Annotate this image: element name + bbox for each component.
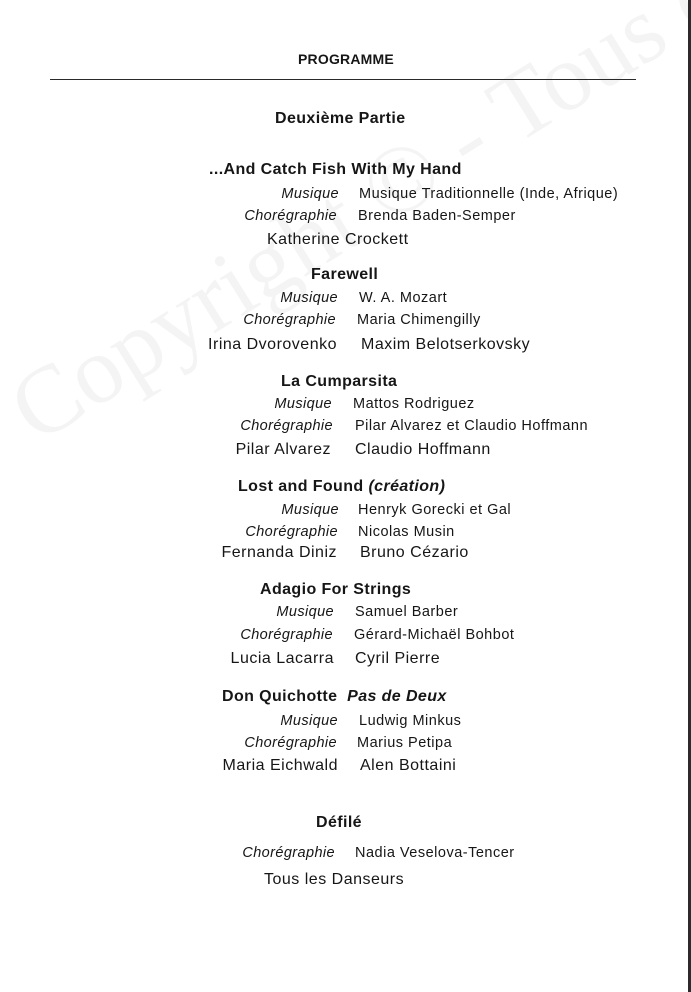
musique-value: Ludwig Minkus: [359, 713, 462, 729]
dancer: Maria Eichwald: [222, 757, 338, 774]
musique-value: Musique Traditionnelle (Inde, Afrique): [359, 186, 619, 202]
musique-label: Musique: [281, 186, 339, 202]
choreographie-value: Nicolas Musin: [358, 524, 455, 540]
choreographie-label: Chorégraphie: [240, 627, 333, 643]
dancer: Alen Bottaini: [360, 757, 457, 774]
musique-value: Samuel Barber: [355, 604, 459, 620]
header-rule: [50, 79, 636, 80]
finale-dancers: Tous les Danseurs: [264, 871, 405, 888]
dancer: Cyril Pierre: [355, 650, 441, 667]
choreographie-label: Chorégraphie: [243, 312, 336, 328]
dancer: Maxim Belotserkovsky: [361, 336, 531, 353]
piece-title: [222, 688, 447, 706]
piece-title-suffix: Pas de Deux: [347, 688, 447, 705]
piece-title: Farewell: [311, 266, 379, 283]
finale-title: Défilé: [316, 814, 362, 831]
dancer: Pilar Alvarez: [235, 441, 331, 458]
piece-title-main: Lost and Found: [238, 478, 364, 495]
musique-label: Musique: [276, 604, 334, 620]
musique-label: Musique: [274, 396, 332, 412]
part-title: Deuxième Partie: [275, 110, 406, 127]
choreographie-value: Maria Chimengilly: [357, 312, 481, 328]
musique-label: Musique: [280, 290, 338, 306]
dancer: Claudio Hoffmann: [355, 441, 491, 458]
dancer: Katherine Crockett: [267, 231, 409, 248]
piece-title-main: Don Quichotte: [222, 688, 338, 705]
piece-title: Adagio For Strings: [260, 581, 412, 598]
choreographie-label: Chorégraphie: [244, 735, 337, 751]
choreographie-value: Marius Petipa: [357, 735, 453, 751]
piece-title: ...And Catch Fish With My Hand: [209, 161, 462, 178]
dancer: Irina Dvorovenko: [208, 336, 337, 353]
dancer: Fernanda Diniz: [221, 544, 337, 561]
musique-label: Musique: [281, 502, 339, 518]
choreographie-value: Gérard-Michaël Bohbot: [354, 627, 515, 643]
choreographie-value: Brenda Baden-Semper: [358, 208, 516, 224]
musique-label: Musique: [280, 713, 338, 729]
piece-title: La Cumparsita: [281, 373, 398, 390]
choreographie-value: Nadia Veselova-Tencer: [355, 845, 515, 861]
piece-title-suffix: (création): [368, 478, 446, 495]
page-title: PROGRAMME: [298, 51, 394, 67]
choreographie-value: Pilar Alvarez et Claudio Hoffmann: [355, 418, 589, 434]
dancer: Bruno Cézario: [360, 544, 469, 561]
choreographie-label: Chorégraphie: [245, 524, 338, 540]
piece-title: [238, 478, 445, 496]
choreographie-label: Chorégraphie: [240, 418, 333, 434]
choreographie-label: Chorégraphie: [244, 208, 337, 224]
musique-value: Mattos Rodriguez: [353, 396, 475, 412]
choreographie-label: Chorégraphie: [242, 845, 335, 861]
dancer: Lucia Lacarra: [230, 650, 334, 667]
musique-value: Henryk Gorecki et Gal: [358, 502, 512, 518]
musique-value: W. A. Mozart: [359, 290, 448, 306]
